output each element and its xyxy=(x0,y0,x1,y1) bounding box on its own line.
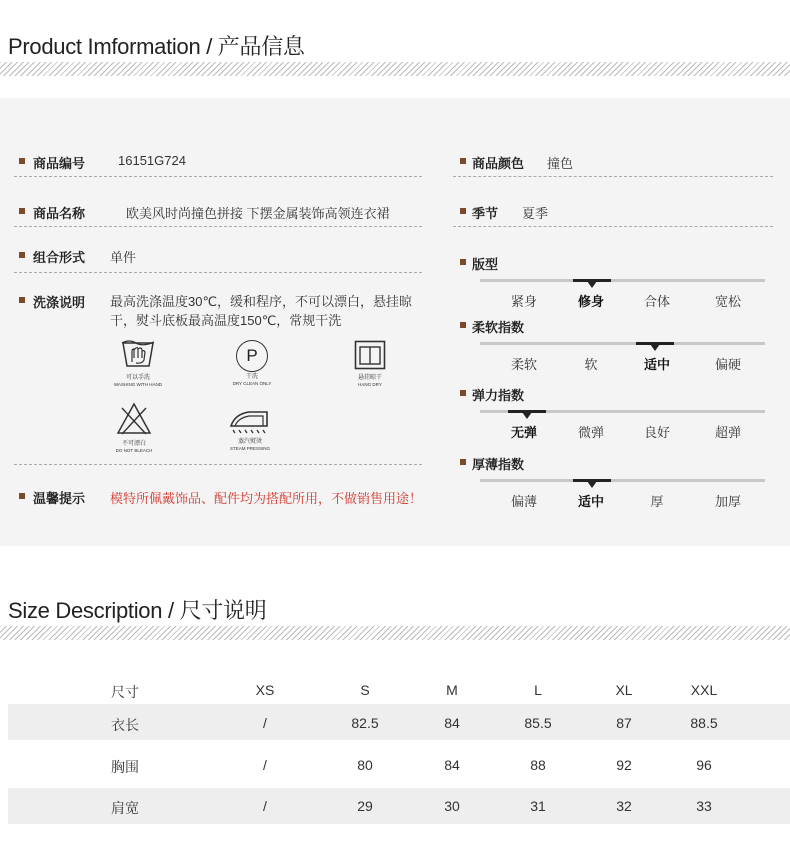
scale-option: 无弹 xyxy=(510,425,538,440)
bullet-icon xyxy=(19,208,25,214)
care-caption-en: WASHING WITH HAND xyxy=(113,382,163,387)
label-season: 季节 xyxy=(472,206,499,221)
table-cell: 32 xyxy=(616,798,632,814)
bullet-icon xyxy=(460,322,466,328)
scale-label: 弹力指数 xyxy=(472,388,525,403)
table-cell: 96 xyxy=(696,757,712,773)
hang-dry-icon xyxy=(354,340,386,370)
value-product-name: 欧美风时尚撞色拼接 下摆金属装饰高领连衣裙 xyxy=(126,206,390,221)
label-care: 洗涤说明 xyxy=(33,295,86,310)
bullet-icon xyxy=(460,459,466,465)
bullet-icon xyxy=(460,390,466,396)
indicator-arrow-icon xyxy=(587,481,597,488)
table-cell: 29 xyxy=(357,798,373,814)
label-combination: 组合形式 xyxy=(33,250,86,265)
product-section-title: Product Imformation / 产品信息 xyxy=(8,34,305,59)
bullet-icon xyxy=(19,158,25,164)
table-cell: 衣长 xyxy=(111,717,139,733)
table-cell: 80 xyxy=(357,757,373,773)
bullet-icon xyxy=(19,252,25,258)
scale-label: 版型 xyxy=(472,257,499,272)
scale-option: 适中 xyxy=(643,357,671,372)
row-divider xyxy=(453,226,773,227)
care-caption: 干洗 xyxy=(245,374,258,380)
row-divider xyxy=(14,464,422,465)
care-hang-dry xyxy=(330,340,410,388)
scale-option: 超弹 xyxy=(714,425,742,440)
value-color: 撞色 xyxy=(547,156,574,171)
scale-option: 适中 xyxy=(577,494,605,509)
label-color: 商品颜色 xyxy=(472,156,525,171)
scale-track xyxy=(480,279,765,282)
value-product-code: 16151G724 xyxy=(118,153,186,168)
indicator-arrow-icon xyxy=(587,281,597,288)
size-section-title: Size Description / 尺寸说明 xyxy=(8,598,267,623)
table-cell: 87 xyxy=(616,715,632,731)
scale-track xyxy=(480,342,765,345)
bullet-icon xyxy=(19,493,25,499)
hand-wash-icon xyxy=(120,338,156,370)
scale-label: 厚薄指数 xyxy=(472,457,525,472)
table-header-cell: L xyxy=(534,682,542,698)
care-dry-clean xyxy=(212,340,292,387)
table-cell: 84 xyxy=(444,757,460,773)
scale-option: 加厚 xyxy=(714,494,742,509)
care-steam-iron xyxy=(210,406,290,452)
care-no-bleach xyxy=(94,402,174,454)
bullet-icon xyxy=(460,208,466,214)
table-cell: 85.5 xyxy=(524,715,552,731)
label-product-code: 商品编号 xyxy=(33,156,86,171)
table-cell: 88.5 xyxy=(690,715,718,731)
care-caption-en: DO NOT BLEACH xyxy=(115,448,153,453)
scale-option: 宽松 xyxy=(714,294,742,309)
table-header-cell: XS xyxy=(255,682,275,698)
scale-track xyxy=(480,479,765,482)
table-header-cell: XXL xyxy=(690,682,718,698)
table-cell: 82.5 xyxy=(351,715,379,731)
care-hand-wash xyxy=(98,338,178,388)
care-caption-en: DRY CLEAN ONLY xyxy=(232,381,272,386)
table-cell: / xyxy=(263,757,267,773)
value-combination: 单件 xyxy=(110,250,137,265)
label-notice: 温馨提示 xyxy=(33,491,86,506)
no-bleach-icon xyxy=(116,402,152,436)
care-caption: 蒸汽熨烫 xyxy=(237,439,262,445)
hatch-divider xyxy=(0,62,790,76)
scale-option: 紧身 xyxy=(510,294,538,309)
scale-option: 厚 xyxy=(650,494,664,509)
indicator-arrow-icon xyxy=(650,344,660,351)
table-cell: 胸围 xyxy=(111,759,139,775)
table-cell: 肩宽 xyxy=(111,800,139,816)
value-season: 夏季 xyxy=(522,206,549,221)
bullet-icon xyxy=(460,259,466,265)
table-header-cell: M xyxy=(446,682,458,698)
table-cell: / xyxy=(263,798,267,814)
scale-option: 软 xyxy=(584,357,598,372)
scale-option: 良好 xyxy=(643,425,671,440)
care-instructions: 最高洗涤温度30℃，缓和程序，不可以漂白，悬挂晾干，熨斗底板最高温度150℃，常规干洗 xyxy=(110,294,413,328)
care-caption-en: HANG DRY xyxy=(358,382,382,387)
table-cell: 88 xyxy=(530,757,546,773)
care-caption: 可以手洗 xyxy=(125,375,150,381)
scale-option: 偏硬 xyxy=(714,357,742,372)
table-header-cell: 尺寸 xyxy=(111,684,139,700)
row-divider xyxy=(453,176,773,177)
table-header-cell: S xyxy=(360,682,370,698)
dry-clean-icon: P xyxy=(236,340,268,372)
table-cell: 30 xyxy=(444,798,460,814)
label-product-name: 商品名称 xyxy=(33,206,86,221)
row-divider xyxy=(14,176,422,177)
row-divider xyxy=(14,272,422,273)
steam-iron-icon xyxy=(227,406,273,434)
scale-option: 修身 xyxy=(577,294,605,309)
scale-option: 偏薄 xyxy=(510,494,538,509)
hatch-divider xyxy=(0,626,790,640)
scale-label: 柔软指数 xyxy=(472,320,525,335)
table-cell: 31 xyxy=(530,798,546,814)
table-header-cell: XL xyxy=(615,682,633,698)
row-divider xyxy=(14,226,422,227)
scale-option: 微弹 xyxy=(577,425,605,440)
table-cell: / xyxy=(263,715,267,731)
care-caption: 悬挂晾干 xyxy=(357,375,382,381)
care-caption: 不可漂白 xyxy=(121,441,146,447)
table-cell: 84 xyxy=(444,715,460,731)
scale-option: 合体 xyxy=(643,294,671,309)
bullet-icon xyxy=(460,158,466,164)
bullet-icon xyxy=(19,297,25,303)
table-cell: 33 xyxy=(696,798,712,814)
notice-text: 模特所佩戴饰品、配件均为搭配所用，不做销售用途！ xyxy=(110,491,423,506)
scale-option: 柔软 xyxy=(510,357,538,372)
table-cell: 92 xyxy=(616,757,632,773)
indicator-arrow-icon xyxy=(522,412,532,419)
care-caption-en: STEAM PRESSING xyxy=(229,446,270,451)
